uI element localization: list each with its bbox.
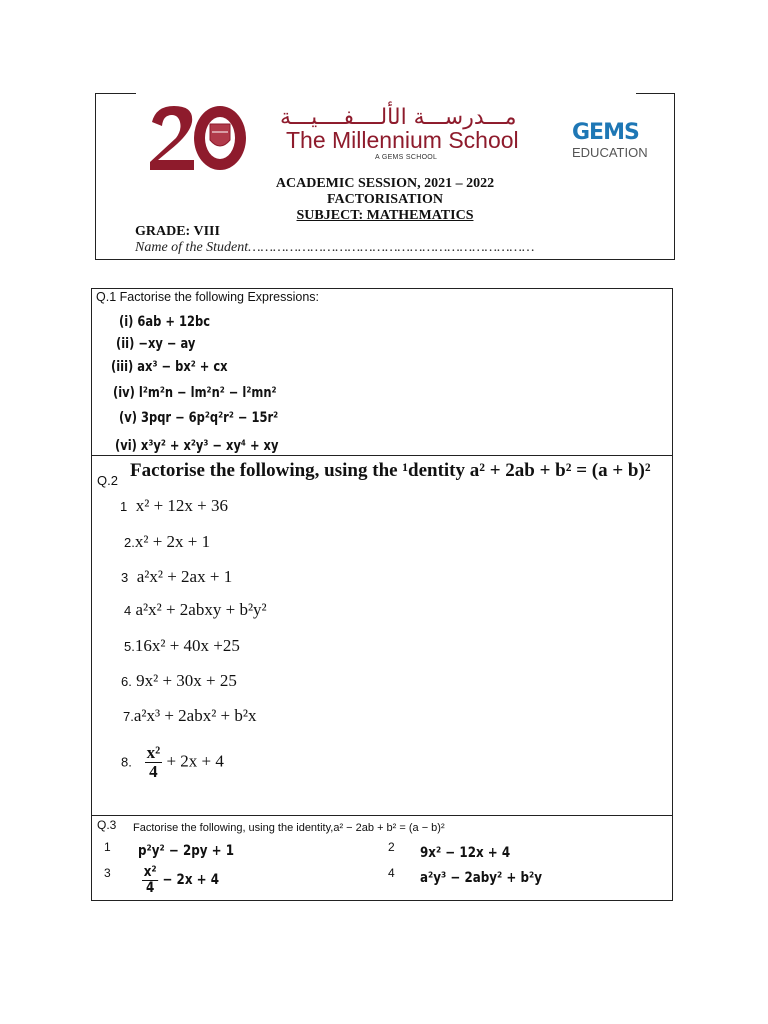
q3-item-number: 4	[388, 866, 395, 880]
q1-item: (iii) ax³ − bx² + cx	[111, 359, 228, 375]
q2-number: Q.2	[97, 473, 118, 488]
topic-title: FACTORISATION	[327, 192, 443, 207]
q2-item: 2.x² + 2x + 1	[124, 532, 211, 551]
q3-item: $\frac{\text{x²}}{4}$ − 2x + 4	[143, 864, 220, 896]
q1-q2-divider	[91, 455, 673, 456]
q1-item: (iv) l²m²n − lm²n² − l²mn²	[113, 385, 277, 401]
q3-item: a²y³ − 2aby² + b²y	[420, 870, 543, 886]
q1-item: (i) 6ab + 12bc	[119, 314, 211, 330]
q1-item: (v) 3pqr − 6p²q²r² − 15r²	[119, 410, 279, 426]
school-anniversary-logo	[148, 104, 248, 174]
school-subtitle: A GEMS SCHOOL	[375, 154, 438, 161]
q2-item: 5.16x² + 40x +25	[124, 636, 240, 655]
q3-number: Q.3	[97, 818, 117, 832]
q2-item: 4 a²x² + 2abxy + b²y²	[124, 600, 267, 619]
q3-item: p²y² − 2py + 1	[138, 843, 235, 859]
gems-education-label: EDUCATION	[572, 145, 648, 160]
fraction: $\frac{\text{x²}}{4}$	[143, 864, 157, 896]
questions-box	[91, 288, 673, 901]
q2-item: 6. 9x² + 30x + 25	[121, 671, 237, 690]
gems-logo: GEMS	[572, 120, 639, 145]
q2-item: 8. $\frac{\text{x²}}{4}$ + 2x + 4	[121, 743, 224, 781]
q2-title: Factorise the following, using the ¹dentity a² + 2ab + b² = (a + b)²	[130, 460, 651, 481]
q3-item-number: 1	[104, 840, 111, 854]
q2-q3-divider	[91, 815, 673, 816]
header-top-gap	[136, 92, 636, 95]
student-name-field[interactable]: Name of the Student……………………………………………………………	[135, 240, 535, 255]
q3-bottom-line	[91, 900, 673, 901]
q2-item: 7.a²x³ + 2abx² + b²x	[123, 706, 257, 725]
q3-item-number: 3	[104, 866, 111, 880]
grade-label: GRADE: VIII	[135, 224, 220, 239]
q1-item: (ii) −xy − ay	[116, 336, 196, 352]
logo-number: 20	[148, 104, 150, 105]
school-name: The Millennium School	[286, 127, 519, 153]
q2-item: 3 a²x² + 2ax + 1	[121, 567, 233, 586]
fraction: $\frac{\text{x²}}{4}$	[146, 743, 161, 781]
q3-item: 9x² − 12x + 4	[420, 845, 511, 861]
academic-session: ACADEMIC SESSION, 2021 – 2022	[275, 176, 495, 191]
q3-item-number: 2	[388, 840, 395, 854]
q2-item: 1 x² + 12x + 36	[120, 496, 229, 515]
q1-heading: Q.1 Factorise the following Expressions:	[96, 290, 320, 304]
arabic-school-name: مـــدرســـة الألــــفــــيـــة	[280, 105, 517, 130]
q1-item: (vi) x³y² + x²y³ − xy⁴ + xy	[115, 438, 279, 454]
q3-title: Factorise the following, using the identity,a² − 2ab + b² = (a − b)²	[133, 822, 445, 834]
subject-title: SUBJECT: MATHEMATICS	[296, 208, 474, 223]
